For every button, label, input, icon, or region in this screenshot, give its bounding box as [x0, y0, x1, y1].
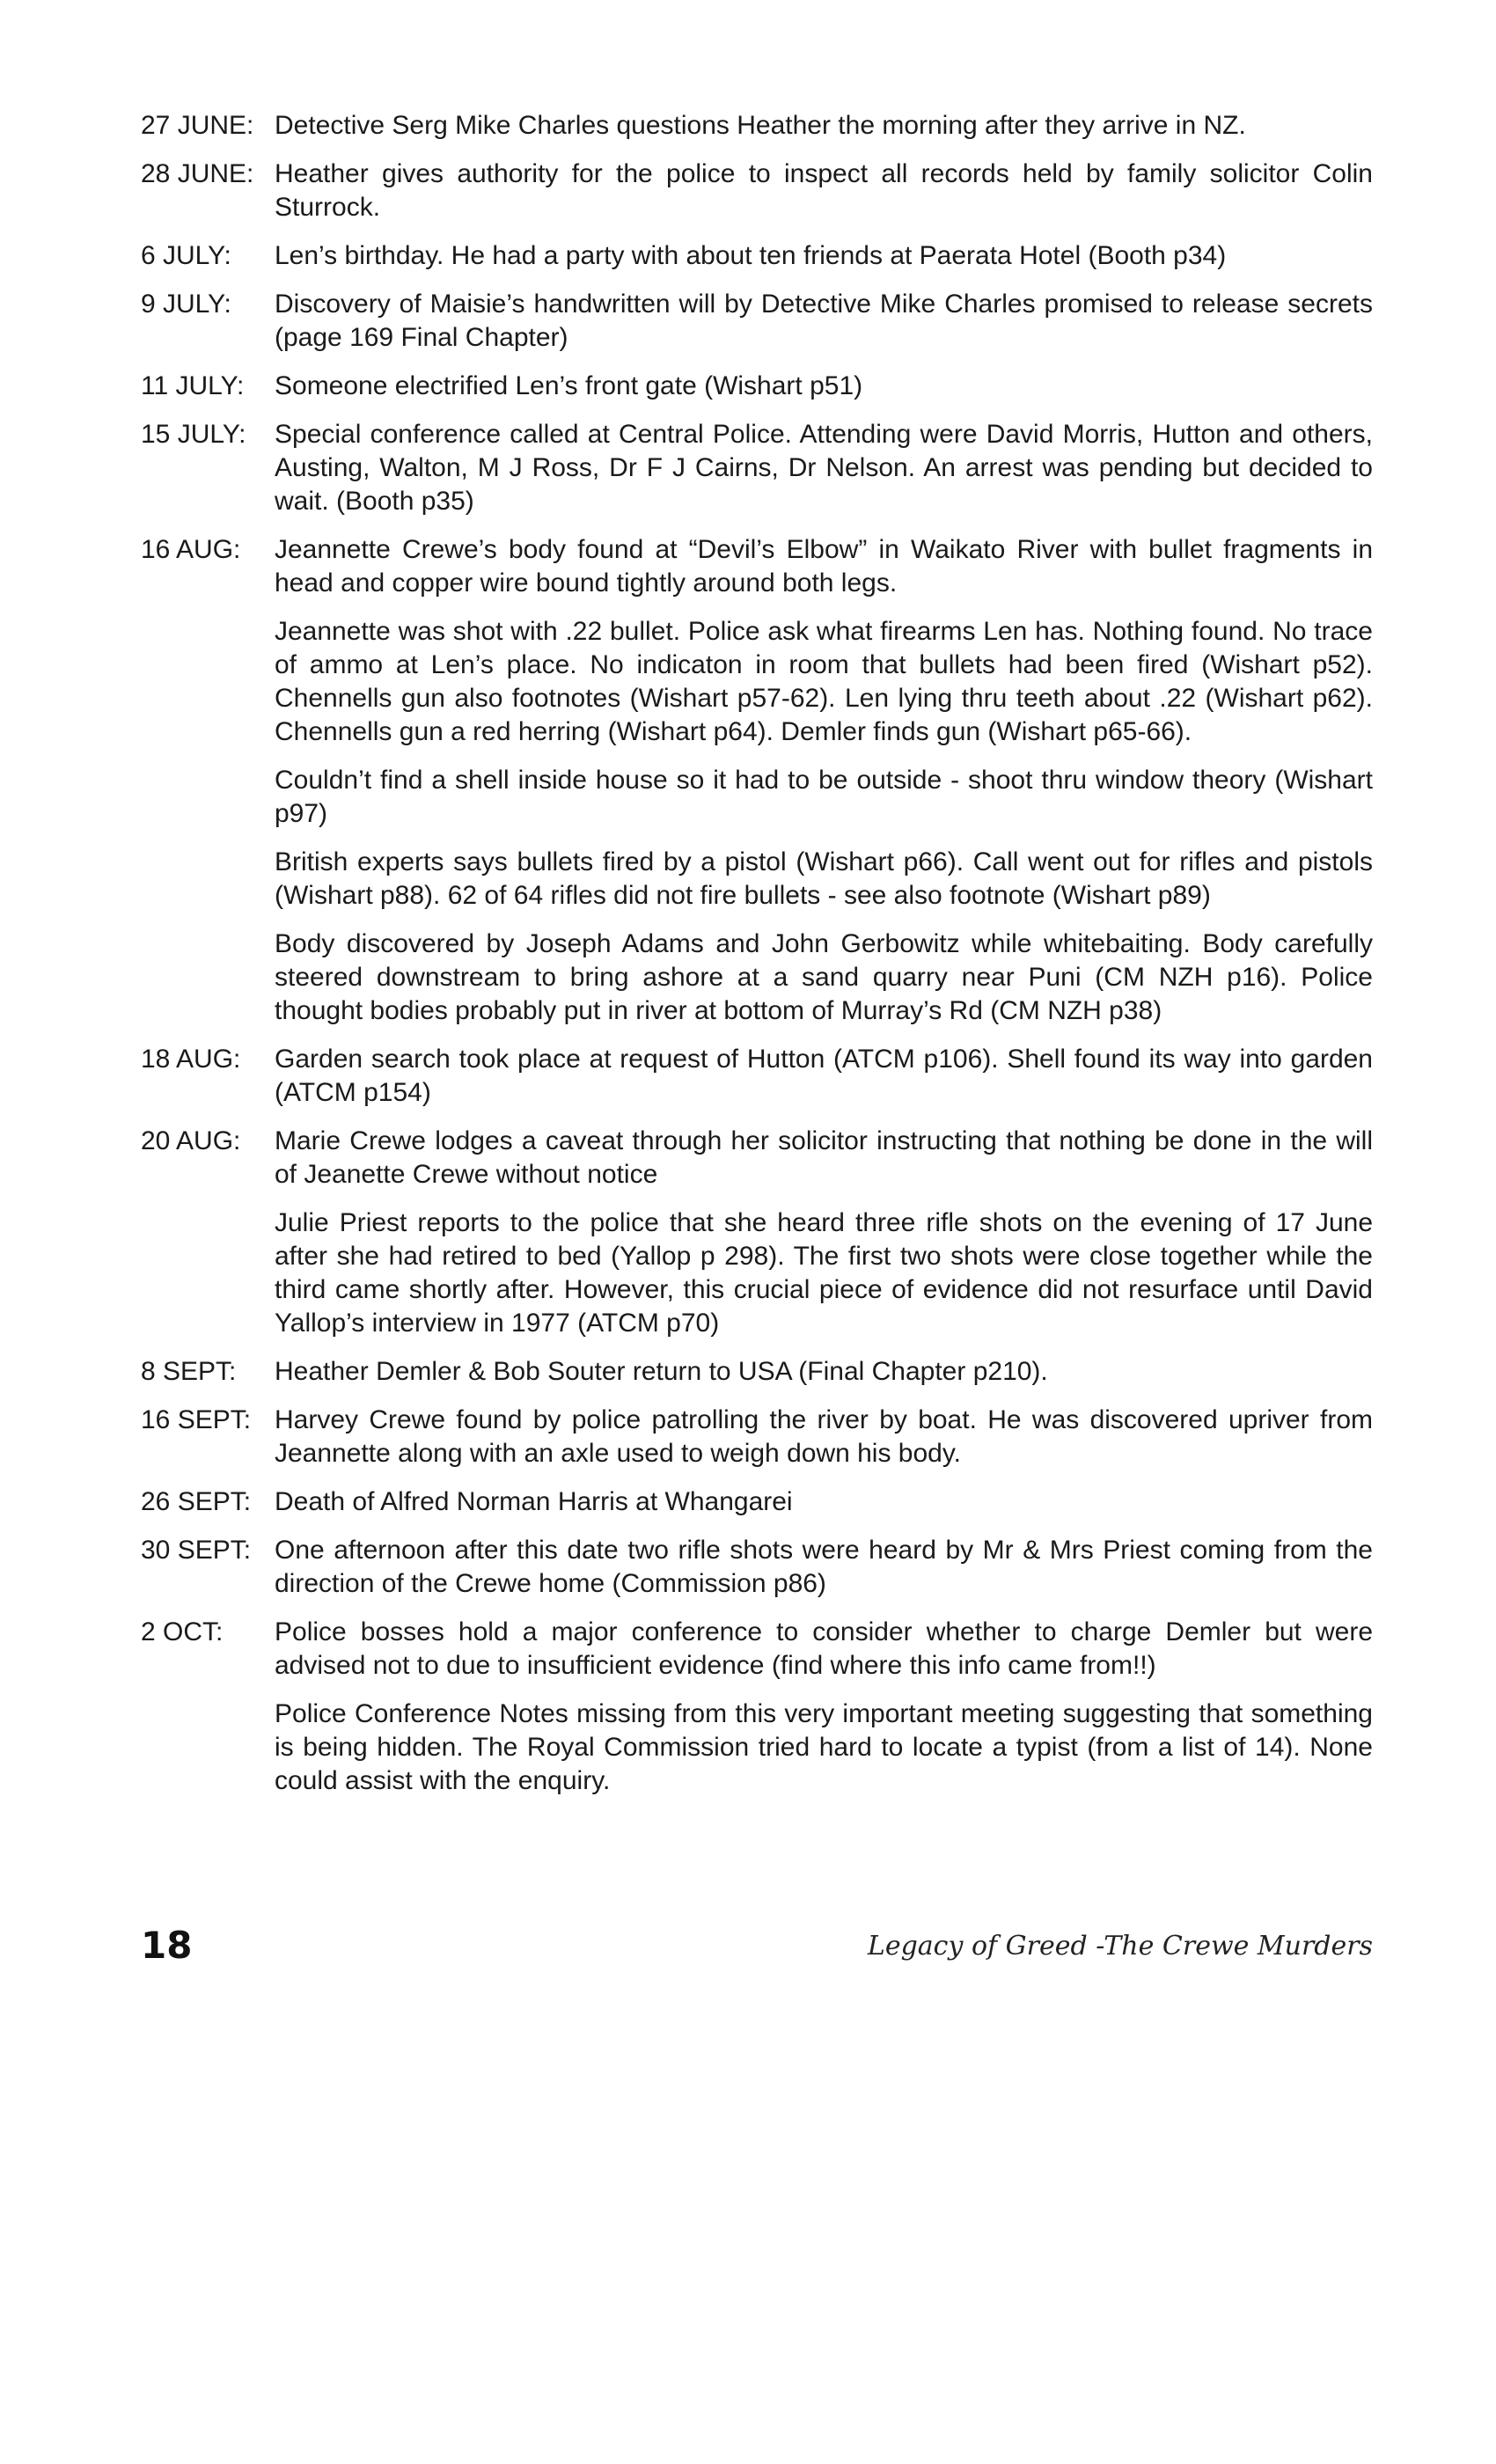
entry-paragraph: British experts says bullets fired by a pistol (Wishart p66). Call went out for rifles and pistols (Wishart p88). 62 of 64 rifles did not fire bullets - see also footnote (Wishart p89)	[275, 847, 1373, 910]
entry-paragraph: Marie Crewe lodges a caveat through her solicitor instructing that nothing be done in the will of Jeanette Crewe without notice	[275, 1126, 1373, 1189]
timeline-entry	[141, 239, 1373, 273]
entry-body	[275, 288, 1373, 355]
timeline-entry	[141, 533, 1373, 1028]
entry-body	[275, 109, 1373, 143]
entry-date: 16 SEPT:	[141, 1405, 252, 1434]
entry-body	[275, 1404, 1373, 1470]
entry-body	[275, 418, 1373, 518]
book-title: Legacy of Greed -The Crewe Murders	[867, 1931, 1373, 1962]
entry-paragraph: Special conference called at Central Police. Attending were David Morris, Hutton and others, Austing, Walton, M J Ross, Dr F J Cairns, Dr Nelson. An arrest was pending but decided to wait. (Booth p35)	[275, 420, 1373, 516]
entry-paragraph: Detective Serg Mike Charles questions Heather the morning after they arrive in NZ.	[275, 111, 1246, 140]
entry-paragraph: Len’s birthday. He had a party with about ten friends at Paerata Hotel (Booth p34)	[275, 241, 1227, 270]
timeline-entry	[141, 109, 1373, 143]
timeline-entry	[141, 158, 1373, 224]
timeline-entry	[141, 288, 1373, 355]
entry-body	[275, 158, 1373, 224]
entry-date: 8 SEPT:	[141, 1357, 237, 1386]
page-number: 18	[141, 1924, 193, 1967]
entry-date: 16 AUG:	[141, 535, 241, 564]
entry-body	[275, 533, 1373, 1028]
entry-date: 15 JULY:	[141, 420, 246, 449]
entry-paragraph: Couldn’t find a shell inside house so it had to be outside - shoot thru window theory (Wishart p97)	[275, 766, 1373, 828]
entry-body	[275, 1125, 1373, 1340]
entry-date: 30 SEPT:	[141, 1536, 252, 1565]
timeline-entry	[141, 1485, 1373, 1519]
entry-date: 28 JUNE:	[141, 159, 254, 188]
entry-date: 27 JUNE:	[141, 111, 254, 140]
entry-body	[275, 239, 1373, 273]
entry-paragraph: One afternoon after this date two rifle shots were heard by Mr & Mrs Priest coming from the direction of the Crewe home (Commission p86)	[275, 1536, 1373, 1598]
timeline-entry	[141, 1616, 1373, 1798]
entry-paragraph: Heather gives authority for the police to inspect all records held by family solicitor Colin Sturrock.	[275, 159, 1373, 222]
entry-paragraph: Death of Alfred Norman Harris at Whangarei	[275, 1487, 793, 1516]
entry-paragraph: Someone electrified Len’s front gate (Wishart p51)	[275, 371, 863, 400]
entry-paragraph: Police Conference Notes missing from this very important meeting suggesting that something is being hidden. The Royal Commission tried hard to locate a typist (from a list of 14). None could assist with the enquiry.	[275, 1699, 1373, 1795]
entry-date: 11 JULY:	[141, 371, 245, 400]
entry-paragraph: Jeannette was shot with .22 bullet. Police ask what firearms Len has. Nothing found. No trace of ammo at Len’s place. No indicaton in room that bullets had been fired (Wishart p52). Chennells gun also footnotes (Wishart p57-62). Len lying thru teeth about .22 (Wishart p62). Chennells gun a red herring (Wishart p64). Demler finds gun (Wishart p65-66).	[275, 617, 1373, 746]
page-footer	[141, 1924, 1373, 1968]
timeline-entry	[141, 370, 1373, 403]
entry-paragraph: Discovery of Maisie’s handwritten will by Detective Mike Charles promised to release secrets (page 169 Final Chapter)	[275, 290, 1373, 352]
entry-body	[275, 370, 1373, 403]
timeline	[141, 109, 1373, 1813]
entry-body	[275, 1355, 1373, 1389]
entry-paragraph: Harvey Crewe found by police patrolling the river by boat. He was discovered upriver from Jeannette along with an axle used to weigh down his body.	[275, 1405, 1373, 1468]
entry-body	[275, 1043, 1373, 1110]
timeline-entry	[141, 1043, 1373, 1110]
timeline-entry	[141, 1404, 1373, 1470]
timeline-entry	[141, 1355, 1373, 1389]
entry-paragraph: Heather Demler & Bob Souter return to USA (Final Chapter p210).	[275, 1357, 1048, 1386]
timeline-entries	[141, 109, 1373, 1798]
entry-date: 2 OCT:	[141, 1617, 224, 1646]
entry-date: 18 AUG:	[141, 1045, 241, 1074]
timeline-entry	[141, 1534, 1373, 1601]
entry-date: 20 AUG:	[141, 1126, 241, 1155]
entry-body	[275, 1485, 1373, 1519]
timeline-entry	[141, 1125, 1373, 1340]
entry-date: 6 JULY:	[141, 241, 231, 270]
entry-date: 9 JULY:	[141, 290, 231, 319]
entry-paragraph: Jeannette Crewe’s body found at “Devil’s Elbow” in Waikato River with bullet fragments in head and copper wire bound tightly around both legs.	[275, 535, 1373, 598]
entry-paragraph: Police bosses hold a major conference to consider whether to charge Demler but were advised not to due to insufficient evidence (find where this info came from!!)	[275, 1617, 1373, 1680]
entry-paragraph: Julie Priest reports to the police that she heard three rifle shots on the evening of 17 June after she had retired to bed (Yallop p 298). The first two shots were close together while the third came shortly after. However, this crucial piece of evidence did not resurface until David Yallop’s interview in 1977 (ATCM p70)	[275, 1208, 1373, 1338]
entry-date: 26 SEPT:	[141, 1487, 252, 1516]
timeline-entry	[141, 418, 1373, 518]
entry-paragraph: Body discovered by Joseph Adams and John Gerbowitz while whitebaiting. Body carefully steered downstream to bring ashore at a sand quarry near Puni (CM NZH p16). Police thought bodies probably put in river at bottom of Murray’s Rd (CM NZH p38)	[275, 929, 1373, 1025]
entry-body	[275, 1534, 1373, 1601]
entry-body	[275, 1616, 1373, 1798]
entry-paragraph: Garden search took place at request of Hutton (ATCM p106). Shell found its way into garden (ATCM p154)	[275, 1045, 1373, 1107]
